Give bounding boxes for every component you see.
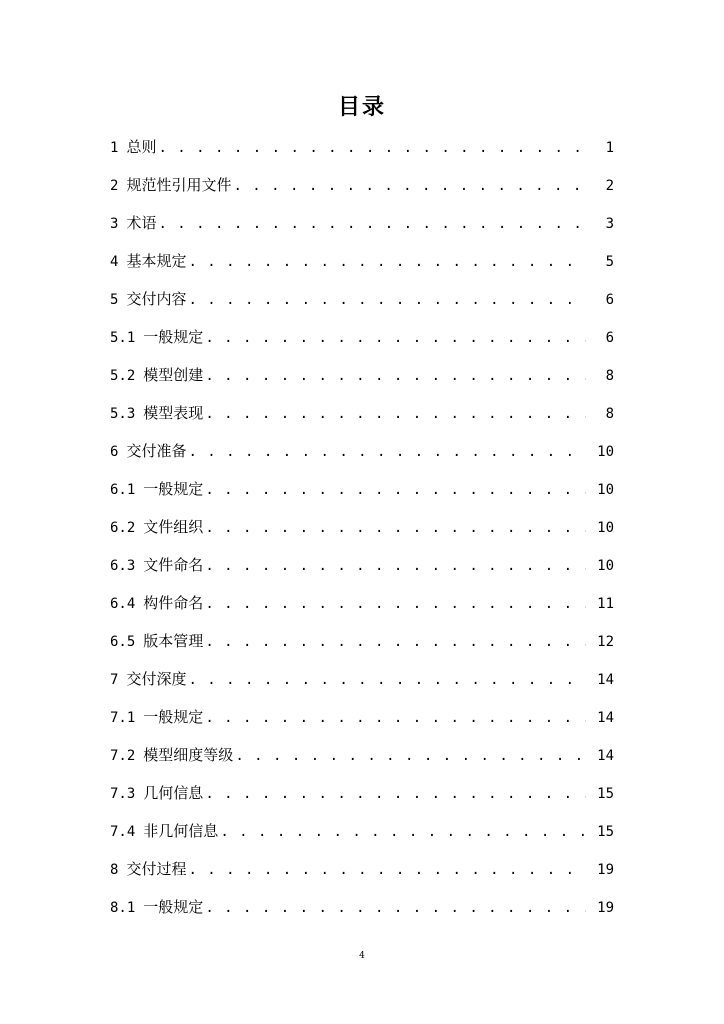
toc-entry-number: 8.1 <box>110 900 136 916</box>
toc-entry-page: 8 <box>605 368 614 384</box>
toc-entry[interactable] <box>110 318 614 356</box>
toc-entry[interactable] <box>110 850 614 888</box>
toc-dot-leader <box>188 433 586 471</box>
toc-entry-text: 术语 <box>126 214 157 232</box>
toc-entry-page: 2 <box>605 178 614 194</box>
toc-dot-leader <box>220 813 586 851</box>
toc-entry-text: 交付过程 <box>126 860 187 878</box>
toc-dot-leader <box>158 129 586 167</box>
toc-list <box>110 128 614 926</box>
toc-dot-leader <box>233 167 586 205</box>
toc-entry-page: 8 <box>605 406 614 422</box>
toc-entry[interactable] <box>110 356 614 394</box>
toc-entry-number: 2 <box>110 178 119 194</box>
toc-entry[interactable] <box>110 280 614 318</box>
toc-dot-leader <box>205 357 586 395</box>
toc-entry-page: 3 <box>605 216 614 232</box>
toc-entry-number: 1 <box>110 140 119 156</box>
toc-entry-number: 8 <box>110 862 119 878</box>
toc-dot-leader <box>205 699 586 737</box>
toc-entry-page: 19 <box>597 862 614 878</box>
toc-entry-page: 12 <box>597 634 614 650</box>
toc-entry[interactable] <box>110 698 614 736</box>
toc-entry-number: 5.1 <box>110 330 136 346</box>
toc-entry-text: 基本规定 <box>126 252 187 270</box>
toc-dot-leader <box>205 395 586 433</box>
toc-entry-page: 15 <box>597 824 614 840</box>
toc-dot-leader <box>205 623 586 661</box>
toc-entry-text: 交付内容 <box>126 290 187 308</box>
toc-entry-text: 一般规定 <box>143 898 204 916</box>
toc-entry[interactable] <box>110 128 614 166</box>
toc-entry-page: 10 <box>597 444 614 460</box>
toc-entry-number: 5.2 <box>110 368 136 384</box>
toc-entry-page: 10 <box>597 558 614 574</box>
toc-entry-page: 10 <box>597 520 614 536</box>
toc-entry[interactable] <box>110 888 614 926</box>
toc-entry-number: 6.5 <box>110 634 136 650</box>
toc-entry[interactable] <box>110 546 614 584</box>
toc-entry-text: 版本管理 <box>143 632 204 650</box>
toc-dot-leader <box>158 205 586 243</box>
toc-entry-text: 一般规定 <box>143 480 204 498</box>
toc-dot-leader <box>205 319 586 357</box>
toc-entry-number: 7.3 <box>110 786 136 802</box>
toc-entry[interactable] <box>110 242 614 280</box>
toc-title: 目录 <box>337 95 386 120</box>
toc-entry-number: 5 <box>110 292 119 308</box>
toc-entry-text: 交付深度 <box>126 670 187 688</box>
toc-entry[interactable] <box>110 470 614 508</box>
toc-dot-leader <box>205 471 586 509</box>
toc-dot-leader <box>188 661 586 699</box>
toc-entry-page: 5 <box>605 254 614 270</box>
toc-entry-number: 6.3 <box>110 558 136 574</box>
toc-dot-leader <box>205 585 586 623</box>
toc-entry-text: 构件命名 <box>143 594 204 612</box>
toc-entry-text: 总则 <box>126 138 157 156</box>
toc-entry-page: 14 <box>597 710 614 726</box>
toc-entry-text: 交付准备 <box>126 442 187 460</box>
toc-entry-number: 3 <box>110 216 119 232</box>
toc-dot-leader <box>205 889 586 927</box>
toc-entry[interactable] <box>110 660 614 698</box>
toc-entry[interactable] <box>110 432 614 470</box>
toc-entry[interactable] <box>110 736 614 774</box>
toc-dot-leader <box>188 243 586 281</box>
toc-entry[interactable] <box>110 204 614 242</box>
toc-entry[interactable] <box>110 812 614 850</box>
toc-entry-number: 7.1 <box>110 710 136 726</box>
toc-entry-page: 11 <box>597 596 614 612</box>
toc-entry[interactable] <box>110 508 614 546</box>
toc-entry[interactable] <box>110 584 614 622</box>
toc-entry-number: 7.2 <box>110 748 136 764</box>
toc-entry-page: 1 <box>605 140 614 156</box>
toc-entry-text: 文件命名 <box>143 556 204 574</box>
toc-entry-text: 模型创建 <box>143 366 204 384</box>
toc-entry-number: 4 <box>110 254 119 270</box>
toc-entry-text: 一般规定 <box>143 328 204 346</box>
toc-entry-number: 6.2 <box>110 520 136 536</box>
toc-dot-leader <box>205 775 586 813</box>
toc-entry-text: 几何信息 <box>143 784 204 802</box>
toc-entry-page: 6 <box>605 330 614 346</box>
toc-entry[interactable] <box>110 394 614 432</box>
toc-dot-leader <box>205 509 586 547</box>
toc-entry-page: 19 <box>597 900 614 916</box>
toc-entry[interactable] <box>110 774 614 812</box>
toc-entry-text: 一般规定 <box>143 708 204 726</box>
toc-entry-number: 7 <box>110 672 119 688</box>
toc-entry-text: 非几何信息 <box>143 822 219 840</box>
toc-entry-text: 模型表现 <box>143 404 204 422</box>
toc-entry-text: 模型细度等级 <box>143 746 234 764</box>
toc-entry-number: 7.4 <box>110 824 136 840</box>
toc-entry-page: 6 <box>605 292 614 308</box>
toc-dot-leader <box>188 281 586 319</box>
toc-dot-leader <box>188 851 586 889</box>
toc-entry-number: 6.4 <box>110 596 136 612</box>
toc-entry[interactable] <box>110 622 614 660</box>
toc-entry-number: 6 <box>110 444 119 460</box>
toc-entry-page: 15 <box>597 786 614 802</box>
page-number: 4 <box>359 951 365 961</box>
toc-entry-page: 10 <box>597 482 614 498</box>
toc-entry-text: 文件组织 <box>143 518 204 536</box>
toc-entry-page: 14 <box>597 672 614 688</box>
toc-entry-number: 5.3 <box>110 406 136 422</box>
toc-dot-leader <box>235 737 586 775</box>
toc-entry[interactable] <box>110 166 614 204</box>
toc-entry-text: 规范性引用文件 <box>126 176 232 194</box>
toc-entry-page: 14 <box>597 748 614 764</box>
toc-entry-number: 6.1 <box>110 482 136 498</box>
toc-dot-leader <box>205 547 586 585</box>
